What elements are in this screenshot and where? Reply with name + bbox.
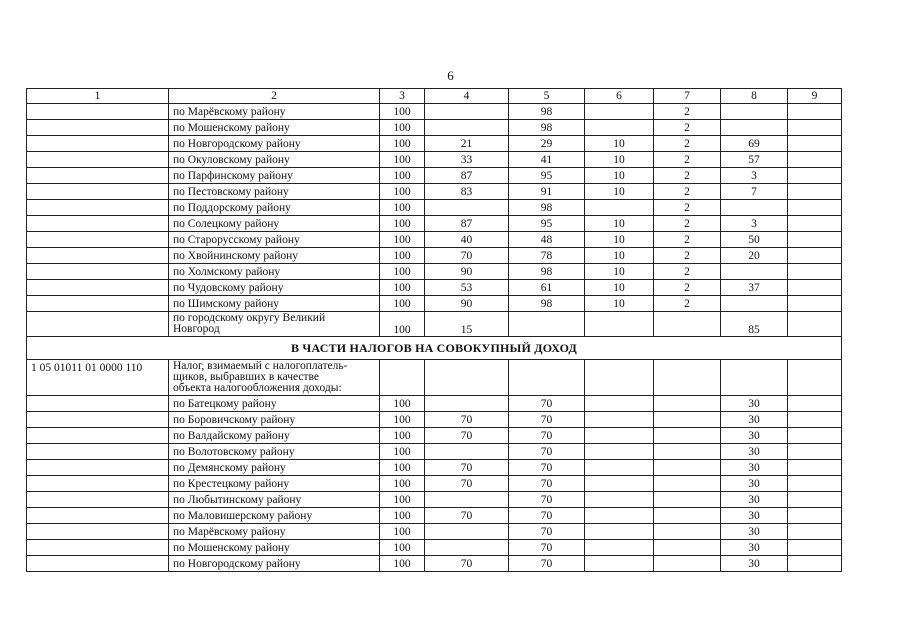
value-cell-col3: 100 (380, 232, 425, 248)
table-row (27, 152, 842, 168)
value-cell-col7: 2 (654, 232, 721, 248)
value-cell-col7: 2 (654, 104, 721, 120)
value-cell-col5: 41 (509, 152, 585, 168)
value-cell-col9 (788, 492, 842, 508)
value-cell-col9 (788, 200, 842, 216)
value-cell-col8: 3 (721, 216, 788, 232)
value-cell-col1 (27, 120, 169, 136)
value-cell-col1 (27, 428, 169, 444)
value-cell-col3: 100 (380, 444, 425, 460)
value-cell-col8 (721, 120, 788, 136)
value-cell-col5: 70 (509, 540, 585, 556)
value-cell-col1 (27, 136, 169, 152)
section-row (27, 337, 842, 360)
value-cell-col5: 70 (509, 556, 585, 572)
value-cell-col8 (721, 264, 788, 280)
value-cell-col9 (788, 216, 842, 232)
value-cell-col9 (788, 248, 842, 264)
value-cell-col7: 2 (654, 264, 721, 280)
table-row (27, 524, 842, 540)
column-header-2: 2 (169, 89, 380, 104)
budget-code-cell: 1 05 01011 01 0000 110 (27, 360, 169, 396)
value-cell-col8 (721, 200, 788, 216)
value-cell-col1 (27, 248, 169, 264)
value-cell-col5: 48 (509, 232, 585, 248)
distribution-table (26, 88, 842, 572)
value-cell-col9 (788, 136, 842, 152)
value-cell-col4: 70 (425, 460, 509, 476)
table-row (27, 168, 842, 184)
value-cell-col1 (27, 264, 169, 280)
value-cell-col8: 20 (721, 248, 788, 264)
value-cell-col5: 70 (509, 524, 585, 540)
table-row (27, 216, 842, 232)
value-cell-col4 (425, 492, 509, 508)
value-cell-col6 (585, 508, 654, 524)
value-cell-col6 (585, 492, 654, 508)
value-cell-col8: 30 (721, 508, 788, 524)
column-header-4: 4 (425, 89, 509, 104)
value-cell-col6 (585, 524, 654, 540)
value-cell-col3: 100 (380, 216, 425, 232)
value-cell-col1 (27, 168, 169, 184)
value-cell-col3: 100 (380, 184, 425, 200)
value-cell-col8: 30 (721, 556, 788, 572)
value-cell-col1 (27, 492, 169, 508)
district-name-cell: по Боровичскому району (169, 412, 380, 428)
value-cell-col7 (654, 428, 721, 444)
value-cell-col9 (788, 428, 842, 444)
value-cell-col3: 100 (380, 296, 425, 312)
header-row (27, 89, 842, 104)
district-name-cell: по Марёвскому району (169, 104, 380, 120)
value-cell-col7 (654, 460, 721, 476)
value-cell-col8: 7 (721, 184, 788, 200)
value-cell-col4: 70 (425, 508, 509, 524)
value-cell-col3: 100 (380, 120, 425, 136)
value-cell-col9 (788, 296, 842, 312)
value-cell-col5: 70 (509, 428, 585, 444)
value-cell-col7 (654, 524, 721, 540)
value-cell-col3: 100 (380, 476, 425, 492)
value-cell-col4: 53 (425, 280, 509, 296)
table-row (27, 184, 842, 200)
value-cell-col4 (425, 104, 509, 120)
value-cell-col7: 2 (654, 136, 721, 152)
district-name-cell: по Марёвскому району (169, 524, 380, 540)
value-cell-col4 (425, 200, 509, 216)
value-cell-col1 (27, 444, 169, 460)
tax-name-line: щиков, выбравших в качестве (173, 371, 320, 383)
district-name-cell: по Холмскому району (169, 264, 380, 280)
value-cell-col6: 10 (585, 248, 654, 264)
value-cell-col6: 10 (585, 232, 654, 248)
value-cell-col1 (27, 540, 169, 556)
value-cell-col8: 85 (721, 312, 788, 337)
table-row (27, 120, 842, 136)
value-cell-col3: 100 (380, 312, 425, 337)
value-cell-col9 (788, 280, 842, 296)
value-cell-col9 (788, 476, 842, 492)
district-name-cell: по Батецкому району (169, 396, 380, 412)
value-cell-col6: 10 (585, 264, 654, 280)
table-row (27, 508, 842, 524)
value-cell-col8: 30 (721, 492, 788, 508)
value-cell-col5: 98 (509, 296, 585, 312)
value-cell-col9 (788, 524, 842, 540)
table-row (27, 232, 842, 248)
district-name-cell: по Валдайскому району (169, 428, 380, 444)
value-cell-col7 (654, 492, 721, 508)
value-cell-col9 (788, 444, 842, 460)
value-cell-col9 (788, 540, 842, 556)
value-cell-col4 (425, 444, 509, 460)
value-cell-col1 (27, 556, 169, 572)
value-cell-col4: 70 (425, 412, 509, 428)
value-cell-col4: 21 (425, 136, 509, 152)
value-cell-col7: 2 (654, 200, 721, 216)
value-cell-col3 (380, 360, 425, 396)
value-cell-col7 (654, 540, 721, 556)
value-cell-col1 (27, 184, 169, 200)
value-cell-col8: 30 (721, 540, 788, 556)
value-cell-col9 (788, 232, 842, 248)
value-cell-col8 (721, 296, 788, 312)
value-cell-col7: 2 (654, 152, 721, 168)
district-name-cell: по Окуловскому району (169, 152, 380, 168)
value-cell-col5: 29 (509, 136, 585, 152)
value-cell-col5: 98 (509, 264, 585, 280)
table-row (27, 280, 842, 296)
table-row (27, 460, 842, 476)
value-cell-col4: 40 (425, 232, 509, 248)
value-cell-col5: 70 (509, 396, 585, 412)
value-cell-col5: 78 (509, 248, 585, 264)
value-cell-col3: 100 (380, 524, 425, 540)
value-cell-col6 (585, 412, 654, 428)
value-cell-col5 (509, 312, 585, 337)
value-cell-col4: 70 (425, 556, 509, 572)
value-cell-col4: 33 (425, 152, 509, 168)
value-cell-col9 (788, 556, 842, 572)
district-name-cell: по Мошенскому району (169, 540, 380, 556)
value-cell-col5: 95 (509, 168, 585, 184)
value-cell-col9 (788, 184, 842, 200)
value-cell-col6 (585, 476, 654, 492)
value-cell-col1 (27, 412, 169, 428)
value-cell-col3: 100 (380, 248, 425, 264)
value-cell-col1 (27, 280, 169, 296)
district-name-cell: по Парфинскому району (169, 168, 380, 184)
value-cell-col1 (27, 152, 169, 168)
value-cell-col8: 30 (721, 444, 788, 460)
table-row (27, 248, 842, 264)
value-cell-col8: 37 (721, 280, 788, 296)
value-cell-col9 (788, 412, 842, 428)
value-cell-col5: 98 (509, 104, 585, 120)
table-row (27, 412, 842, 428)
page-number: 6 (447, 68, 454, 83)
table-row (27, 104, 842, 120)
value-cell-col1 (27, 104, 169, 120)
value-cell-col1 (27, 232, 169, 248)
table-body (27, 89, 842, 572)
district-name-cell: по Крестецкому району (169, 476, 380, 492)
table-row (27, 312, 842, 337)
value-cell-col5: 61 (509, 280, 585, 296)
value-cell-col3: 100 (380, 200, 425, 216)
value-cell-col4 (425, 396, 509, 412)
value-cell-col8: 57 (721, 152, 788, 168)
column-header-1: 1 (27, 89, 169, 104)
table-row (27, 200, 842, 216)
district-name-cell: по Мошенскому району (169, 120, 380, 136)
table-row (27, 360, 842, 396)
value-cell-col5: 70 (509, 460, 585, 476)
value-cell-col1 (27, 200, 169, 216)
value-cell-col9 (788, 120, 842, 136)
value-cell-col8: 3 (721, 168, 788, 184)
table-row (27, 136, 842, 152)
value-cell-col1 (27, 296, 169, 312)
value-cell-col7: 2 (654, 168, 721, 184)
value-cell-col4 (425, 524, 509, 540)
value-cell-col5: 70 (509, 412, 585, 428)
value-cell-col8: 30 (721, 428, 788, 444)
value-cell-col3: 100 (380, 412, 425, 428)
value-cell-col6 (585, 460, 654, 476)
value-cell-col6 (585, 360, 654, 396)
value-cell-col7 (654, 444, 721, 460)
value-cell-col4: 15 (425, 312, 509, 337)
value-cell-col4 (425, 120, 509, 136)
value-cell-col7: 2 (654, 120, 721, 136)
district-name-cell: по Хвойнинскому району (169, 248, 380, 264)
section-title: В ЧАСТИ НАЛОГОВ НА СОВОКУПНЫЙ ДОХОД (27, 337, 842, 360)
value-cell-col6 (585, 396, 654, 412)
value-cell-col6 (585, 556, 654, 572)
value-cell-col3: 100 (380, 136, 425, 152)
value-cell-col1 (27, 476, 169, 492)
column-header-8: 8 (721, 89, 788, 104)
value-cell-col9 (788, 396, 842, 412)
value-cell-col5: 98 (509, 200, 585, 216)
value-cell-col7 (654, 508, 721, 524)
value-cell-col8: 30 (721, 460, 788, 476)
value-cell-col6 (585, 428, 654, 444)
column-header-5: 5 (509, 89, 585, 104)
value-cell-col3: 100 (380, 396, 425, 412)
value-cell-col6 (585, 104, 654, 120)
value-cell-col3: 100 (380, 460, 425, 476)
value-cell-col6: 10 (585, 296, 654, 312)
value-cell-col4: 70 (425, 428, 509, 444)
value-cell-col5: 70 (509, 476, 585, 492)
code-cell (27, 312, 169, 337)
value-cell-col9 (788, 264, 842, 280)
value-cell-col8: 30 (721, 476, 788, 492)
table-row (27, 492, 842, 508)
table-row (27, 476, 842, 492)
value-cell-col5: 70 (509, 508, 585, 524)
district-name-cell: по Шимскому району (169, 296, 380, 312)
value-cell-col8 (721, 104, 788, 120)
value-cell-col1 (27, 508, 169, 524)
table-row (27, 556, 842, 572)
value-cell-col6: 10 (585, 184, 654, 200)
value-cell-col4 (425, 360, 509, 396)
value-cell-col7: 2 (654, 296, 721, 312)
value-cell-col6 (585, 540, 654, 556)
value-cell-col3: 100 (380, 492, 425, 508)
value-cell-col6: 10 (585, 168, 654, 184)
city-name-line: Новгород (173, 323, 220, 335)
value-cell-col3: 100 (380, 152, 425, 168)
district-name-cell: по Маловишерскому району (169, 508, 380, 524)
value-cell-col8: 30 (721, 412, 788, 428)
table-row (27, 396, 842, 412)
value-cell-col9 (788, 360, 842, 396)
value-cell-col9 (788, 152, 842, 168)
value-cell-col1 (27, 396, 169, 412)
column-header-7: 7 (654, 89, 721, 104)
value-cell-col5: 70 (509, 492, 585, 508)
value-cell-col9 (788, 168, 842, 184)
value-cell-col8: 30 (721, 396, 788, 412)
district-name-cell: по Новгородскому району (169, 136, 380, 152)
value-cell-col4 (425, 540, 509, 556)
column-header-6: 6 (585, 89, 654, 104)
value-cell-col7 (654, 312, 721, 337)
value-cell-col5: 95 (509, 216, 585, 232)
value-cell-col7 (654, 360, 721, 396)
value-cell-col4: 87 (425, 216, 509, 232)
tax-name-line: Налог, взимаемый с налогоплатель- (173, 360, 348, 372)
table-row (27, 264, 842, 280)
value-cell-col1 (27, 460, 169, 476)
value-cell-col3: 100 (380, 280, 425, 296)
value-cell-col7: 2 (654, 184, 721, 200)
value-cell-col5 (509, 360, 585, 396)
tax-name-line: объекта налогообложения доходы: (173, 382, 342, 394)
value-cell-col3: 100 (380, 428, 425, 444)
table-row (27, 540, 842, 556)
value-cell-col1 (27, 216, 169, 232)
value-cell-col9 (788, 104, 842, 120)
table-row (27, 428, 842, 444)
district-name-cell (169, 312, 380, 337)
value-cell-col4: 87 (425, 168, 509, 184)
value-cell-col7: 2 (654, 280, 721, 296)
district-name-cell: по Поддорскому району (169, 200, 380, 216)
value-cell-col9 (788, 460, 842, 476)
value-cell-col5: 91 (509, 184, 585, 200)
value-cell-col6: 10 (585, 280, 654, 296)
value-cell-col4: 90 (425, 296, 509, 312)
value-cell-col3: 100 (380, 556, 425, 572)
value-cell-col4: 70 (425, 248, 509, 264)
value-cell-col7: 2 (654, 248, 721, 264)
value-cell-col6 (585, 312, 654, 337)
value-cell-col4: 70 (425, 476, 509, 492)
value-cell-col1 (27, 524, 169, 540)
district-name-cell: по Новгородскому району (169, 556, 380, 572)
value-cell-col9 (788, 508, 842, 524)
value-cell-col3: 100 (380, 540, 425, 556)
district-name-cell: по Пестовскому району (169, 184, 380, 200)
column-header-9: 9 (788, 89, 842, 104)
value-cell-col8: 30 (721, 524, 788, 540)
value-cell-col8: 69 (721, 136, 788, 152)
value-cell-col3: 100 (380, 264, 425, 280)
district-name-cell: по Чудовскому району (169, 280, 380, 296)
value-cell-col6: 10 (585, 216, 654, 232)
value-cell-col5: 70 (509, 444, 585, 460)
value-cell-col6 (585, 444, 654, 460)
value-cell-col6: 10 (585, 152, 654, 168)
district-name-cell: по Любытинскому району (169, 492, 380, 508)
value-cell-col3: 100 (380, 104, 425, 120)
value-cell-col7 (654, 396, 721, 412)
value-cell-col6 (585, 120, 654, 136)
tax-name-cell (169, 360, 380, 396)
value-cell-col7 (654, 476, 721, 492)
value-cell-col7: 2 (654, 216, 721, 232)
district-name-cell: по Демянскому району (169, 460, 380, 476)
table-row (27, 296, 842, 312)
value-cell-col6: 10 (585, 136, 654, 152)
value-cell-col3: 100 (380, 168, 425, 184)
value-cell-col4: 83 (425, 184, 509, 200)
value-cell-col8: 50 (721, 232, 788, 248)
table-row (27, 444, 842, 460)
value-cell-col7 (654, 412, 721, 428)
district-name-cell: по Волотовскому району (169, 444, 380, 460)
value-cell-col3: 100 (380, 508, 425, 524)
value-cell-col6 (585, 200, 654, 216)
value-cell-col4: 90 (425, 264, 509, 280)
column-header-3: 3 (380, 89, 425, 104)
value-cell-col8 (721, 360, 788, 396)
value-cell-col7 (654, 556, 721, 572)
district-name-cell: по Солецкому району (169, 216, 380, 232)
value-cell-col5: 98 (509, 120, 585, 136)
city-name-line: по городскому округу Великий (173, 312, 326, 324)
value-cell-col9 (788, 312, 842, 337)
district-name-cell: по Старорусскому району (169, 232, 380, 248)
